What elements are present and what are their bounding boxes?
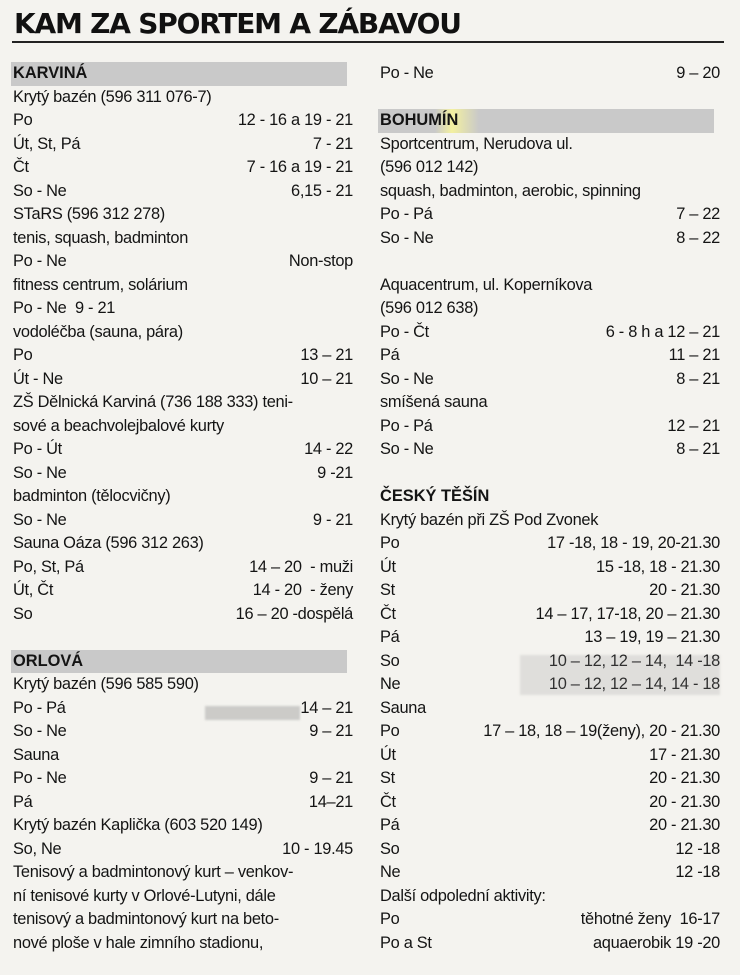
schedule-row: [380, 861, 720, 885]
time-value: 10 – 21: [300, 369, 353, 388]
right-column: [380, 62, 720, 955]
schedule-row: [13, 697, 353, 721]
day-label: Po - Pá: [380, 205, 433, 223]
spacer: [380, 250, 720, 274]
day-label: Čt: [380, 792, 396, 811]
venue-title: ZŠ Dělnická Karviná (736 188 333) teni-: [13, 393, 293, 411]
print-smudge: [520, 655, 720, 695]
time-value: 6,15 - 21: [291, 181, 353, 200]
schedule-row: [380, 579, 720, 603]
day-label: So - Ne: [380, 369, 434, 388]
schedule-row: [380, 932, 720, 956]
day-label: So: [380, 651, 400, 670]
schedule-row: [13, 791, 353, 815]
time-value: 12 - 16 a 19 - 21: [237, 111, 353, 129]
schedule-row: [380, 62, 720, 86]
venue-title: STaRS (596 312 278): [13, 205, 165, 223]
section-header-orlova: ORLOVÁ: [11, 650, 347, 674]
day-label: Út, Čt: [13, 581, 54, 599]
time-value: 12 -18: [675, 839, 720, 858]
day-label: Po: [13, 346, 33, 364]
time-value: těhotné ženy 16-17: [580, 910, 720, 928]
time-value: Non-stop: [288, 252, 353, 270]
section-header-bohumin: BOHUMÍN: [378, 109, 714, 133]
time-value: 20 - 21.30: [649, 816, 720, 834]
schedule-row: Po - Ne 9 - 21: [13, 299, 116, 317]
venue-title: Krytý bazén (596 311 076-7): [13, 87, 212, 106]
schedule-row: [380, 556, 720, 580]
spacer: [13, 626, 353, 650]
day-label: Po a St: [380, 933, 432, 952]
day-label: Po - Ne: [13, 769, 67, 787]
schedule-row: [13, 720, 353, 744]
schedule-row: [13, 838, 353, 862]
time-value: 20 - 21.30: [649, 581, 720, 599]
schedule-row: [380, 438, 720, 462]
spacer: [380, 86, 720, 110]
venue-title: Aquacentrum, ul. Koperníkova: [380, 275, 593, 294]
time-value: 16 – 20 -dospělá: [235, 604, 353, 623]
schedule-row: [380, 368, 720, 392]
time-value: 20 - 21.30: [649, 769, 720, 787]
title-divider: [12, 41, 724, 43]
day-label: Po: [380, 910, 400, 928]
venue-title: Krytý bazén (596 585 590): [13, 675, 199, 693]
time-value: 14 – 20 - muži: [249, 557, 353, 576]
time-value: aquaerobik 19 -20: [592, 933, 720, 952]
schedule-row: [13, 180, 353, 204]
schedule-row: [380, 791, 720, 815]
time-value: 10 - 19.45: [282, 839, 353, 858]
day-label: Po: [380, 534, 400, 552]
time-value: 12 -18: [675, 863, 720, 881]
day-label: Čt: [380, 604, 396, 623]
venue-subtitle: tenis, squash, badminton: [13, 228, 189, 247]
day-label: Po - Pá: [13, 698, 66, 717]
time-value: 8 – 21: [676, 440, 720, 458]
day-label: So: [380, 839, 400, 858]
time-value: 17 – 18, 18 – 19(ženy), 20 - 21.30: [483, 722, 720, 740]
section-header-tesin: ČESKÝ TĚŠÍN: [380, 487, 490, 505]
schedule-row: [13, 603, 353, 627]
venue-subtitle: squash, badminton, aerobic, spinning: [380, 181, 641, 200]
day-label: Pá: [380, 346, 400, 364]
time-value: 9 – 20: [676, 64, 720, 82]
day-label: So - Ne: [13, 463, 67, 482]
schedule-row: [13, 767, 353, 791]
time-value: 8 – 22: [676, 228, 720, 247]
schedule-row: [13, 368, 353, 392]
day-label: Út: [380, 745, 396, 764]
time-value: 14 – 21: [300, 698, 353, 717]
day-label: Po - Pá: [380, 416, 433, 435]
day-label: Po - Ne: [380, 64, 434, 82]
spacer: [380, 462, 720, 486]
day-label: Pá: [13, 792, 33, 811]
day-label: Ne: [380, 863, 401, 881]
time-value: 9 -21: [317, 463, 353, 482]
schedule-row: [380, 203, 720, 227]
schedule-row: [380, 415, 720, 439]
day-label: Po - Čt: [380, 322, 429, 341]
schedule-row: [380, 321, 720, 345]
time-value: 10 – 12, 12 – 14, 14 - 18: [548, 675, 720, 693]
day-label: So - Ne: [380, 440, 434, 458]
day-label: Po: [380, 722, 400, 740]
note-line: tenisový a badmintonový kurt na beto-: [13, 910, 279, 928]
day-label: Pá: [380, 816, 400, 834]
time-value: 6 - 8 h a 12 – 21: [605, 322, 720, 341]
venue-subtitle: smíšená sauna: [380, 393, 488, 411]
day-label: Út, St, Pá: [13, 134, 81, 153]
time-value: 7 – 22: [676, 205, 720, 223]
schedule-row: [13, 109, 353, 133]
day-label: St: [380, 581, 395, 599]
schedule-row: [13, 509, 353, 533]
print-smudge: [205, 706, 300, 720]
venue-phone: (596 012 638): [380, 299, 479, 317]
venue-phone: (596 012 142): [380, 158, 479, 176]
time-value: 15 -18, 18 - 21.30: [596, 557, 720, 576]
schedule-row: [13, 462, 353, 486]
left-column: [13, 62, 353, 955]
venue-subtitle: Další odpolední aktivity:: [380, 886, 546, 905]
schedule-row: [13, 133, 353, 157]
schedule-row: [380, 720, 720, 744]
day-label: So: [13, 604, 33, 623]
day-label: So - Ne: [13, 722, 67, 740]
venue-title: Sportcentrum, Nerudova ul.: [380, 134, 573, 153]
time-value: 13 – 21: [300, 346, 353, 364]
time-value: 13 – 19, 19 – 21.30: [584, 628, 720, 646]
venue-title-cont: sové a beachvolejbalové kurty: [13, 416, 224, 435]
venue-title: Sauna Oáza (596 312 263): [13, 534, 204, 552]
schedule-row: [13, 156, 353, 180]
schedule-row: [380, 344, 720, 368]
time-value: 7 - 16 a 19 - 21: [246, 158, 353, 176]
day-label: Po, St, Pá: [13, 557, 84, 576]
day-label: Ne: [380, 675, 401, 693]
time-value: 17 -18, 18 - 19, 20-21.30: [547, 534, 720, 552]
time-value: 14–21: [308, 792, 353, 811]
time-value: 14 - 22: [304, 440, 353, 458]
schedule-row: [380, 767, 720, 791]
day-label: Po - Út: [13, 440, 62, 458]
time-value: 8 – 21: [676, 369, 720, 388]
schedule-row: [380, 908, 720, 932]
schedule-row: [380, 532, 720, 556]
time-value: 17 - 21.30: [649, 745, 720, 764]
note-line: Tenisový a badmintonový kurt – venkov-: [13, 863, 294, 881]
time-value: 10 – 12, 12 – 14, 14 -18: [548, 651, 720, 670]
day-label: Po: [13, 111, 33, 129]
schedule-row: [380, 814, 720, 838]
venue-subtitle: vodoléčba (sauna, pára): [13, 322, 183, 341]
time-value: 14 – 17, 17-18, 20 – 21.30: [535, 604, 720, 623]
day-label: Po - Ne: [13, 252, 67, 270]
venue-subtitle: fitness centrum, solárium: [13, 275, 188, 294]
schedule-row: [380, 744, 720, 768]
venue-subtitle: Sauna: [380, 698, 426, 717]
schedule-row: [380, 626, 720, 650]
day-label: St: [380, 769, 395, 787]
section-header-karvina: KARVINÁ: [11, 62, 347, 86]
day-label: Út: [380, 557, 396, 576]
time-value: 9 - 21: [312, 510, 353, 529]
schedule-row: [380, 227, 720, 251]
venue-title: Krytý bazén při ZŠ Pod Zvonek: [380, 510, 599, 529]
schedule-row: [380, 603, 720, 627]
venue-title: Krytý bazén Kaplička (603 520 149): [13, 816, 263, 834]
schedule-row: [13, 579, 353, 603]
day-label: So, Ne: [13, 839, 62, 858]
schedule-row: [380, 838, 720, 862]
note-line: nové ploše v hale zimního stadionu,: [13, 933, 264, 952]
time-value: 9 – 21: [309, 769, 353, 787]
venue-subtitle: badminton (tělocvičny): [13, 487, 171, 505]
venue-subtitle: Sauna: [13, 745, 59, 764]
day-label: So - Ne: [380, 228, 434, 247]
time-value: 14 - 20 - ženy: [252, 581, 353, 599]
time-value: 20 - 21.30: [649, 792, 720, 811]
schedule-row: [13, 438, 353, 462]
time-value: 12 – 21: [667, 416, 720, 435]
page-title: KAM ZA SPORTEM A ZÁBAVOU: [14, 7, 461, 40]
time-value: 11 – 21: [668, 346, 720, 364]
schedule-row: [13, 344, 353, 368]
schedule-row: [13, 556, 353, 580]
time-value: 9 – 21: [309, 722, 353, 740]
day-label: So - Ne: [13, 181, 67, 200]
schedule-row: [13, 250, 353, 274]
day-label: Čt: [13, 158, 29, 176]
day-label: Pá: [380, 628, 400, 646]
note-line: ní tenisové kurty v Orlové-Lutyni, dále: [13, 886, 276, 905]
day-label: So - Ne: [13, 510, 67, 529]
day-label: Út - Ne: [13, 369, 63, 388]
time-value: 7 - 21: [312, 134, 353, 153]
